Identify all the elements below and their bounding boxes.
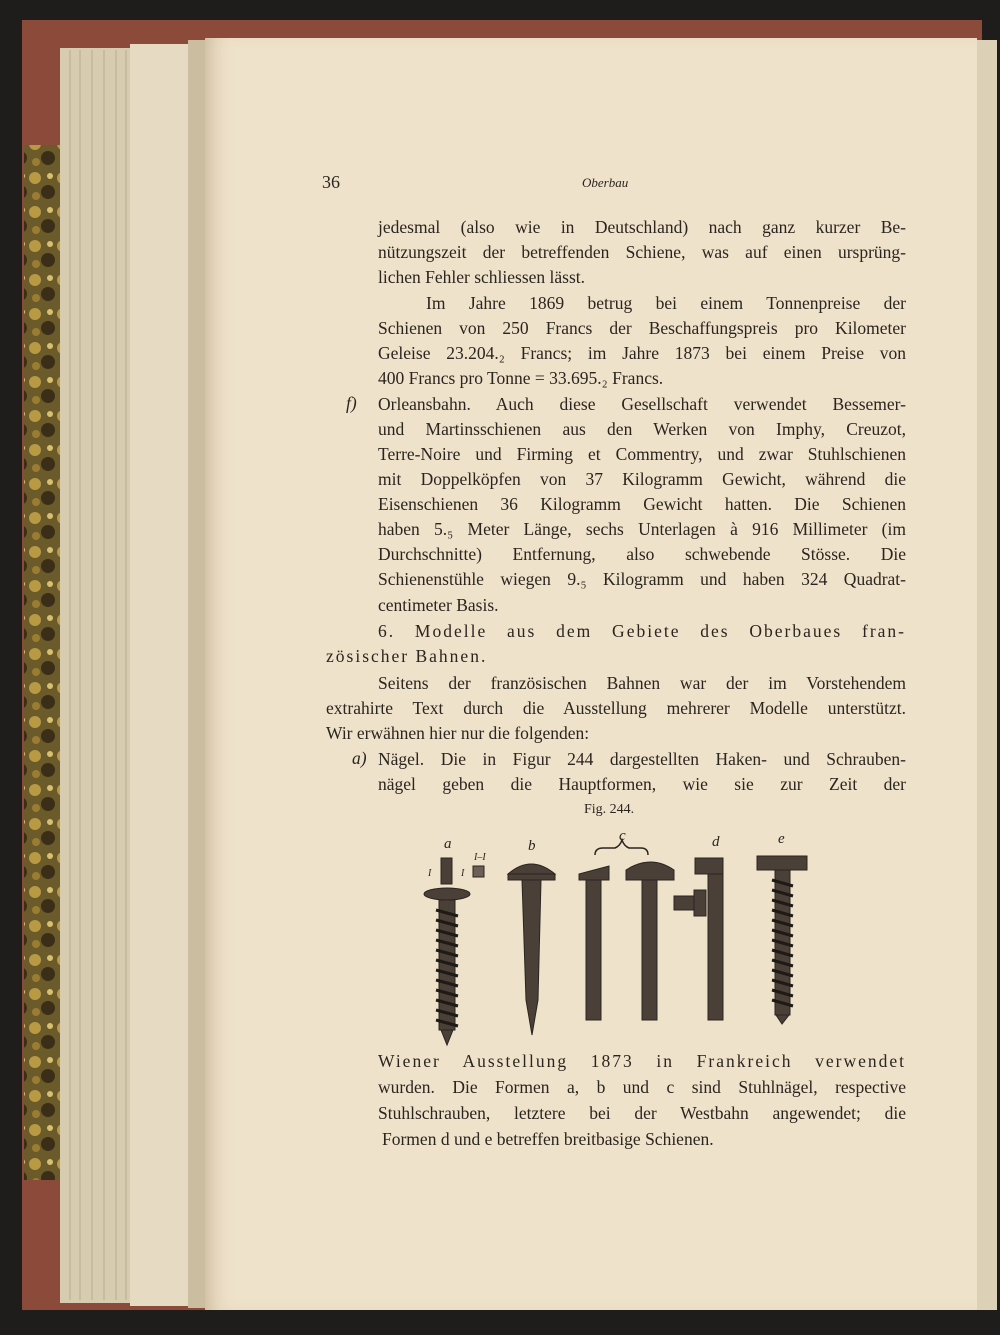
text-line: und Martinsschienen aus den Werken von Imphy, Creuzot, <box>378 419 906 439</box>
text-line: Terre-Noire und Firming et Commentry, und zwar Stuhlschienen <box>378 444 906 464</box>
text-line: Eisenschienen 36 Kilogramm Gewicht hatten. Die Schienen <box>378 494 906 514</box>
text-line: Nägel. Die in Figur 244 dargestellten Haken- und Schrauben- <box>378 749 906 769</box>
text-line: mit Doppelköpfen von 37 Kilogramm Gewicht, während die <box>378 469 906 489</box>
page-number: 36 <box>322 172 340 192</box>
section-heading: 6. Modelle aus dem Gebiete des Oberbaues fran- <box>378 621 906 641</box>
text-line: Stuhlschrauben, letztere bei der Westbahn angewendet; die <box>378 1103 906 1123</box>
text-line: 400 Francs pro Tonne = 33.695.₂ Francs. <box>378 368 664 388</box>
section-label: I–I <box>474 852 486 863</box>
text-line: nägel geben die Hauptformen, wie sie zur Zeit der <box>378 774 906 794</box>
text-line: Durchschnitte) Entfernung, also schwebende Stösse. Die <box>378 544 906 564</box>
text-line: haben 5.₅ Meter Länge, sechs Unterlagen à 916 Millimeter (im <box>378 519 906 539</box>
section-mark-left: I <box>428 868 432 879</box>
text-line: Schienen von 250 Francs der Beschaffungspreis pro Kilometer <box>378 318 906 338</box>
figure-label-e: e <box>778 831 785 847</box>
text-line: Wiener Ausstellung 1873 in Frankreich verwendet <box>378 1051 906 1071</box>
list-marker-f: f) <box>346 393 357 413</box>
text-line: extrahirte Text durch die Ausstellung mehrerer Modelle unterstützt. <box>326 698 906 718</box>
text-line: Seitens der französischen Bahnen war der im Vorstehendem <box>378 673 906 693</box>
text-line: lichen Fehler schliessen lässt. <box>378 267 586 287</box>
figure-label-b: b <box>528 838 536 854</box>
text-line: Wir erwähnen hier nur die folgenden: <box>326 723 590 743</box>
section-heading: zösischer Bahnen. <box>326 646 488 666</box>
text-line: nützungszeit der betreffenden Schiene, was auf einen ursprüng- <box>378 242 906 262</box>
text-line: Formen d und e betreffen breitbasige Schienen. <box>382 1129 714 1149</box>
section-mark-right: I <box>461 868 465 879</box>
running-title: Oberbau <box>582 175 629 190</box>
text-line: Orleansbahn. Auch diese Gesellschaft verwendet Bessemer- <box>378 394 906 414</box>
list-marker-a: a) <box>352 748 367 768</box>
figure-label-a: a <box>444 836 452 852</box>
figure-caption: Fig. 244. <box>584 802 635 817</box>
figure-label-c: c <box>619 828 626 844</box>
text-line: Im Jahre 1869 betrug bei einem Tonnenpreise der <box>426 293 906 313</box>
text-line: wurden. Die Formen a, b und c sind Stuhlnägel, respective <box>378 1077 906 1097</box>
text-line: Geleise 23.204.₂ Francs; im Jahre 1873 bei einem Preise von <box>378 343 906 363</box>
figure-label-d: d <box>712 834 720 850</box>
text-line: jedesmal (also wie in Deutschland) nach ganz kurzer Be- <box>378 217 906 237</box>
text-line: Schienenstühle wiegen 9.₅ Kilogramm und haben 324 Quadrat- <box>378 569 906 589</box>
text-line: centimeter Basis. <box>378 595 499 615</box>
